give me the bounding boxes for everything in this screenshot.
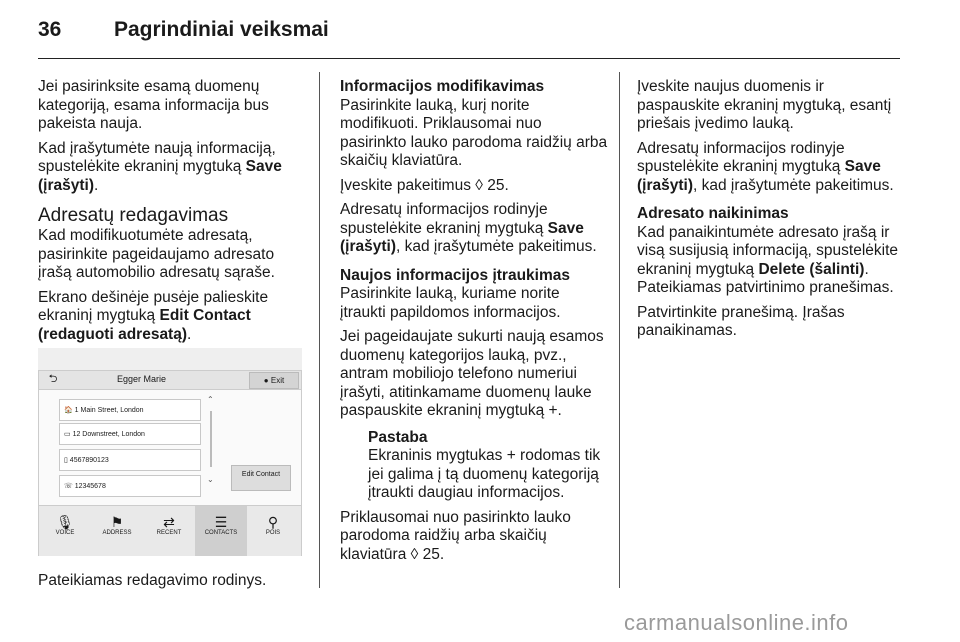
watermark: carmanualsonline.info: [624, 610, 849, 635]
contact-field-mobile[interactable]: ▯ 4567890123: [59, 449, 201, 471]
paragraph: Kad modifikuotumėte adresatą, pasirinkite pageidaujamo adresato įrašą automobilio adresatų sąraše.: [38, 227, 275, 281]
nav-recent[interactable]: ⇄ RECENT: [143, 506, 195, 556]
scrollbar[interactable]: [207, 395, 215, 495]
column-divider-2: [619, 72, 620, 588]
contact-name: Egger Marie: [117, 374, 167, 384]
paragraph: Jei pasirinksite esamą duomenų kategoriją, esama informacija bus pakeista nauja.: [38, 78, 269, 132]
chevron-down-icon[interactable]: ⌄: [207, 475, 214, 484]
nav-pois[interactable]: ⚲ POIS: [247, 506, 299, 556]
note-box: [340, 429, 608, 503]
nav-voice[interactable]: 🎙 VOICE: [39, 506, 91, 556]
page-header: [38, 18, 329, 42]
paragraph: Kad įrašytumėte naują informaciją, spustelėkite ekraninį mygtuką Save (įrašyti).: [38, 139, 282, 194]
column-2: [340, 78, 608, 570]
paragraph: Įveskite naujus duomenis ir paspauskite ekraninį mygtuką, esantį priešais įvedimo lauką.: [637, 78, 892, 132]
note-text: Ekraninis mygtukas + rodomas tik jei galima į tą duomenų kategoriją įtraukti daugiau informacijos.: [368, 447, 601, 501]
paragraph: Ekrano dešinėje pusėje palieskite ekraninį mygtuką Edit Contact (redaguoti adresatą).: [38, 288, 269, 343]
figure-caption: Pateikiamas redagavimo rodinys.: [38, 572, 267, 589]
device-screen: [38, 370, 302, 556]
nav-address[interactable]: ⚑ ADDRESS: [91, 506, 143, 556]
poi-icon: ⚲: [267, 514, 279, 530]
subheading: Naujos informacijos įtraukimas: [340, 266, 570, 284]
contact-field-home-address[interactable]: 🏠 1 Main Street, London: [59, 399, 201, 421]
screen-top-bar: [39, 371, 301, 390]
paragraph: Adresatų informacijos rodinyje spustelėkite ekraninį mygtuką Save (įrašyti), kad įrašytumėte pakeitimus.: [637, 139, 894, 194]
bottom-nav: [39, 505, 301, 556]
column-1: [38, 78, 303, 350]
scroll-track: [210, 411, 212, 467]
column-3: [637, 78, 905, 347]
nav-contacts[interactable]: ☰ CONTACTS: [195, 506, 247, 556]
contact-field-work-address[interactable]: ▭ 12 Downstreet, London: [59, 423, 201, 445]
paragraph: Pasirinkite lauką, kurį norite modifikuoti. Priklausomai nuo pasirinkto lauko parodoma raidžių arba skaičių klaviatūra.: [340, 96, 608, 169]
paragraph: Kad panaikintumėte adresato įrašą ir visą susijusią informaciją, spustelėkite ekraninį mygtuką Delete (šalinti). Pateikiamas patvirtinimo pranešimas.: [637, 223, 899, 296]
contacts-icon: ☰: [214, 514, 228, 530]
paragraph: Jei pageidaujate sukurti naują esamos duomenų kategorijos lauką, pvz., antram mobiliojo telefono numeriui įrašyti, atitinkamame duomenų lauke paspauskite ekraninį mygtuką +.: [340, 328, 604, 419]
page-number: 36: [38, 18, 62, 41]
edit-contact-button[interactable]: Edit Contact: [231, 465, 291, 491]
paragraph: Adresatų informacijos rodinyje spustelėkite ekraninį mygtuką Save (įrašyti), kad įrašytumėte pakeitimus.: [340, 201, 597, 255]
section-heading: Adresatų redagavimas: [38, 205, 229, 226]
chevron-up-icon[interactable]: ⌃: [207, 395, 214, 404]
header-rule: [38, 58, 900, 59]
section-title: Pagrindiniai veiksmai: [114, 18, 329, 41]
subheading: Adresato naikinimas: [637, 205, 789, 222]
paragraph: Patvirtinkite pranešimą. Įrašas panaikinamas.: [637, 303, 845, 339]
flag-icon: ⚑: [110, 514, 124, 530]
back-arrow-icon[interactable]: ⮌: [48, 373, 58, 385]
paragraph: Priklausomai nuo pasirinkto lauko parodoma raidžių arba skaičių klaviatūra ◊ 25.: [340, 508, 571, 563]
paragraph: Pasirinkite lauką, kuriame norite įtraukti papildomos informacijos.: [340, 285, 561, 321]
contact-edit-screenshot: [38, 348, 302, 556]
contact-field-phone[interactable]: ☏ 12345678: [59, 475, 201, 497]
column-divider-1: [319, 72, 320, 588]
exit-button[interactable]: ● Exit: [249, 372, 299, 389]
voice-icon: 🎙: [56, 514, 74, 530]
subheading: Informacijos modifikavimas: [340, 78, 545, 95]
note-title: Pastaba: [368, 428, 428, 446]
paragraph: Įveskite pakeitimus ◊ 25.: [340, 176, 509, 194]
recent-icon: ⇄: [163, 514, 175, 530]
